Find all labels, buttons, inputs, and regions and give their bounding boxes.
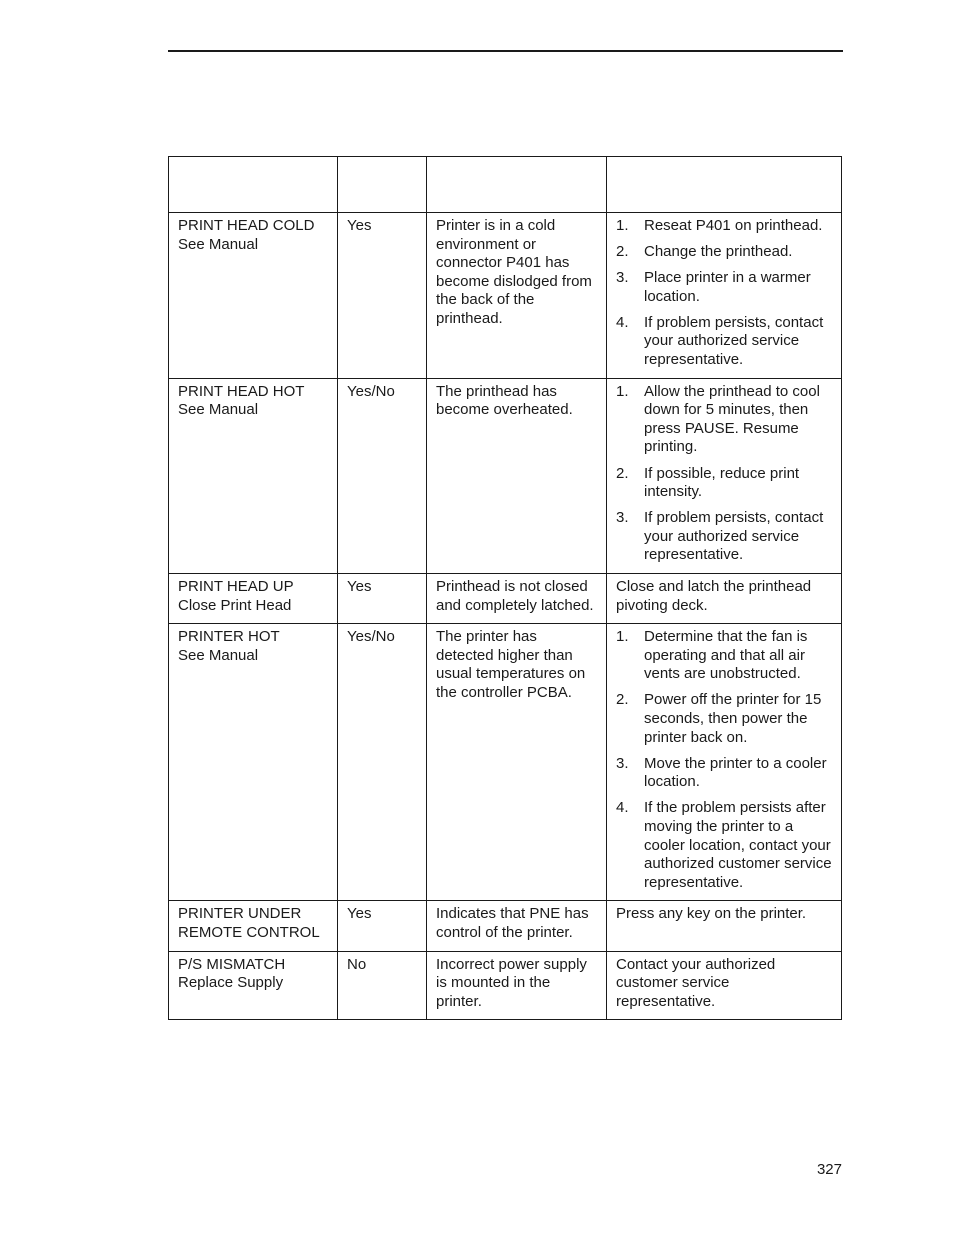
action-cell — [607, 624, 842, 901]
explanation-cell: Incorrect power supply is mounted in the printer. — [427, 951, 607, 1020]
message-cell — [169, 901, 338, 951]
message-line: PRINTER HOT — [178, 628, 280, 646]
action-steps — [616, 628, 832, 892]
message-line: PRINT HEAD HOT — [178, 382, 305, 400]
status-cell: Yes — [338, 574, 427, 624]
explanation-cell: Printer is in a cold environment or connector P401 has become dislodged from the back of the printhead. — [427, 213, 607, 379]
top-rule — [168, 50, 843, 52]
message-line: P/S MISMATCH — [178, 955, 286, 973]
status-cell: Yes/No — [338, 624, 427, 901]
action-step: 4. If problem persists, contact your authorized service representative. — [616, 313, 824, 369]
action-steps — [616, 383, 832, 565]
message-cell — [169, 213, 338, 379]
action-step: 2. Change the printhead. — [616, 243, 793, 261]
message-cell — [169, 951, 338, 1020]
table-row — [169, 378, 842, 573]
message-line: PRINT HEAD UP — [178, 578, 294, 595]
action-step: 4. If the problem persists after moving the printer to a cooler location, contact your authorized customer service representative. — [616, 799, 832, 891]
action-step: 3. If problem persists, contact your authorized service representative. — [616, 509, 824, 564]
action-step: 3. Move the printer to a cooler location. — [616, 754, 827, 791]
explanation-cell: Indicates that PNE has control of the printer. — [427, 901, 607, 951]
table-header-row — [169, 157, 842, 213]
action-step: 2. If possible, reduce print intensity. — [616, 464, 800, 501]
action-cell — [607, 378, 842, 573]
table-row — [169, 901, 842, 951]
status-cell: Yes — [338, 213, 427, 379]
action-cell: Contact your authorized customer service representative. — [607, 951, 842, 1020]
header-cell — [607, 157, 842, 213]
message-line: See Manual — [178, 646, 259, 664]
action-step: 2. Power off the printer for 15 seconds, then power the printer back on. — [616, 691, 822, 746]
message-line: REMOTE CONTROL — [178, 924, 320, 941]
message-line: Close Print Head — [178, 596, 292, 614]
action-step: 1. Allow the printhead to cool down for 5 minutes, then press PAUSE. Resume printing. — [616, 382, 820, 456]
page-number: 327 — [816, 1161, 842, 1178]
table-row — [169, 624, 842, 901]
explanation-cell: Printhead is not closed and completely latched. — [427, 574, 607, 624]
action-cell: Close and latch the printhead pivoting deck. — [607, 574, 842, 624]
status-cell: Yes/No — [338, 378, 427, 573]
message-line: See Manual — [178, 235, 259, 253]
table-row — [169, 951, 842, 1020]
message-cell — [169, 378, 338, 573]
message-line: Replace Supply — [178, 974, 284, 992]
message-line: See Manual — [178, 401, 259, 419]
action-step: 1. Determine that the fan is operating and that all air vents are unobstructed. — [616, 628, 808, 683]
status-cell: Yes — [338, 901, 427, 951]
action-cell: Press any key on the printer. — [607, 901, 842, 951]
explanation-cell: The printhead has become overheated. — [427, 378, 607, 573]
action-cell — [607, 213, 842, 379]
action-step: 1. Reseat P401 on printhead. — [616, 217, 823, 234]
action-step: 3. Place printer in a warmer location. — [616, 269, 811, 305]
error-message-table — [168, 156, 842, 1020]
message-cell — [169, 574, 338, 624]
header-cell — [427, 157, 607, 213]
message-line: PRINT HEAD COLD — [178, 217, 315, 234]
header-cell — [169, 157, 338, 213]
action-steps — [616, 217, 832, 370]
table-row — [169, 213, 842, 379]
explanation-cell: The printer has detected higher than usual temperatures on the controller PCBA. — [427, 624, 607, 901]
header-cell — [338, 157, 427, 213]
message-line: PRINTER UNDER — [178, 905, 302, 923]
message-cell — [169, 624, 338, 901]
status-cell: No — [338, 951, 427, 1020]
table-row — [169, 574, 842, 624]
